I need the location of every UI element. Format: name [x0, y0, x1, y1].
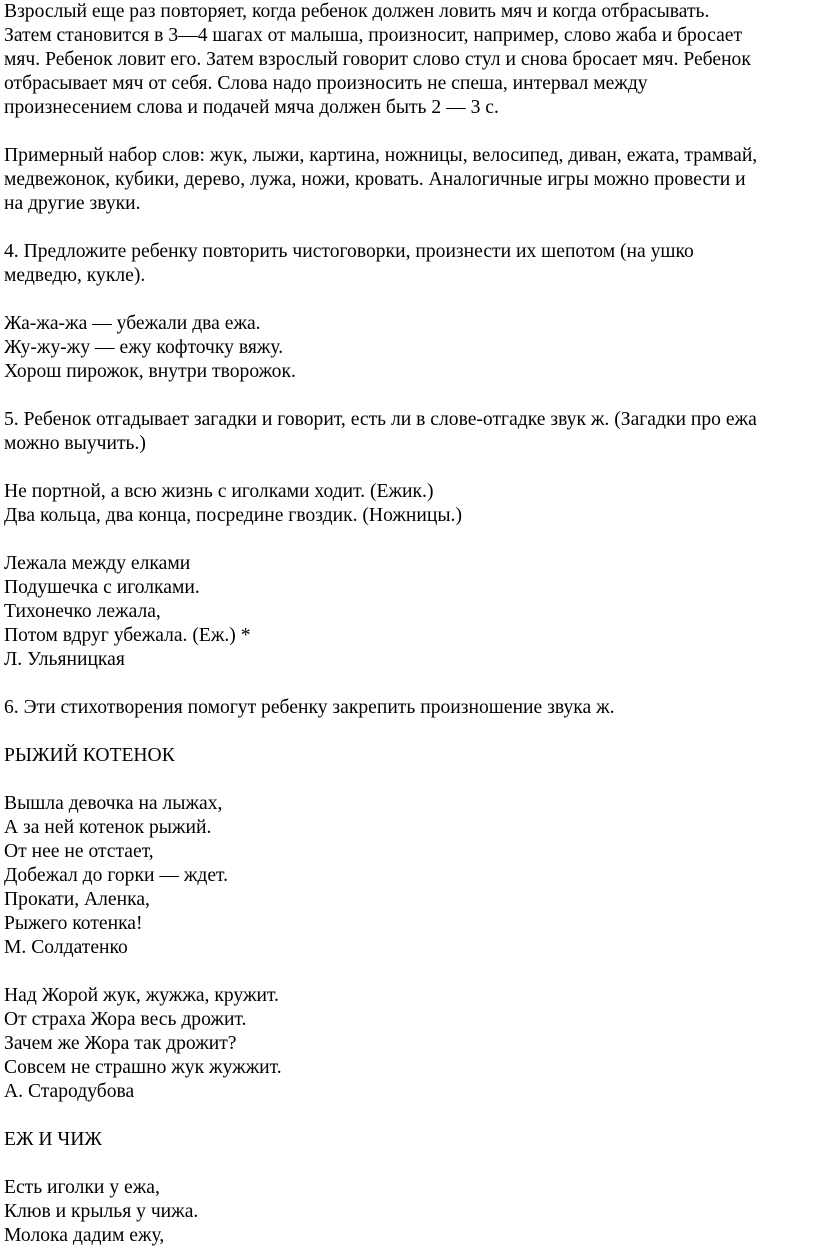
text-line: Л. Ульяницкая — [4, 649, 125, 670]
text-line: Потом вдруг убежала. (Еж.) * — [4, 625, 251, 646]
text-line: Не портной, а всю жизнь с иголками ходит. (Ежик.) — [4, 481, 434, 502]
text-line: произнесением слова и подачей мяча должен быть 2 — 3 с. — [4, 97, 499, 118]
text-line: Прокати, Аленка, — [4, 889, 150, 910]
text-line: А за ней котенок рыжий. — [4, 817, 212, 838]
text-line: Добежал до горки — ждет. — [4, 865, 229, 886]
text-line: Жа-жа-жа — убежали два ежа. — [4, 313, 261, 334]
blank-line — [4, 120, 806, 144]
text-line: Вышла девочка на лыжах, — [4, 793, 223, 814]
text-line: От страха Жора весь дрожит. — [4, 1009, 247, 1030]
document-text — [4, 0, 806, 1248]
text-line: Примерный набор слов: жук, лыжи, картина, ножницы, велосипед, диван, ежата, трамвай, — [4, 145, 758, 166]
text-line: Два кольца, два конца, посредине гвоздик. (Ножницы.) — [4, 505, 462, 526]
blank-line — [4, 1152, 806, 1176]
text-line: Лежала между елками — [4, 553, 191, 574]
text-line: 5. Ребенок отгадывает загадки и говорит, есть ли в слове-отгадке звук ж. (Загадки про ежа — [4, 409, 757, 430]
text-line: медвежонок, кубики, дерево, лужа, ножи, кровать. Аналогичные игры можно провести и — [4, 169, 746, 190]
text-line: Зачем же Жора так дрожит? — [4, 1033, 237, 1054]
text-line: А. Стародубова — [4, 1081, 135, 1102]
blank-line — [4, 456, 806, 480]
text-line: Рыжего котенка! — [4, 913, 143, 934]
text-line: 6. Эти стихотворения помогут ребенку закрепить произношение звука ж. — [4, 697, 615, 718]
text-line: Клюв и крылья у чижа. — [4, 1201, 199, 1222]
text-line: От нее не отстает, — [4, 841, 154, 862]
text-line: Есть иголки у ежа, — [4, 1177, 160, 1198]
blank-line — [4, 288, 806, 312]
blank-line — [4, 768, 806, 792]
text-line: Молока дадим ежу, — [4, 1225, 165, 1246]
text-line: Над Жорой жук, жужжа, кружит. — [4, 985, 279, 1006]
text-line: Жу-жу-жу — ежу кофточку вяжу. — [4, 337, 284, 358]
blank-line — [4, 384, 806, 408]
blank-line — [4, 1104, 806, 1128]
text-line: Тихонечко лежала, — [4, 601, 161, 622]
blank-line — [4, 672, 806, 696]
blank-line — [4, 720, 806, 744]
blank-line — [4, 960, 806, 984]
text-line: РЫЖИЙ КОТЕНОК — [4, 745, 175, 766]
text-line: ЕЖ И ЧИЖ — [4, 1129, 102, 1150]
text-line: на другие звуки. — [4, 193, 141, 214]
text-line: Затем становится в 3—4 шагах от малыша, произносит, например, слово жаба и бросает — [4, 25, 743, 46]
blank-line — [4, 528, 806, 552]
text-line: можно выучить.) — [4, 433, 146, 454]
text-line: Хорош пирожок, внутри творожок. — [4, 361, 296, 382]
text-line: медведю, кукле). — [4, 265, 146, 286]
text-line: мяч. Ребенок ловит его. Затем взрослый говорит слово стул и снова бросает мяч. Ребенок — [4, 49, 751, 70]
blank-line — [4, 216, 806, 240]
text-line: отбрасывает мяч от себя. Слова надо произносить не спеша, интервал между — [4, 73, 648, 94]
text-line: М. Солдатенко — [4, 937, 128, 958]
text-line: Совсем не страшно жук жужжит. — [4, 1057, 282, 1078]
text-line: Подушечка с иголками. — [4, 577, 200, 598]
text-line: 4. Предложите ребенку повторить чистоговорки, произнести их шепотом (на ушко — [4, 241, 694, 262]
text-line: Взрослый еще раз повторяет, когда ребенок должен ловить мяч и когда отбрасывать. — [4, 1, 710, 22]
